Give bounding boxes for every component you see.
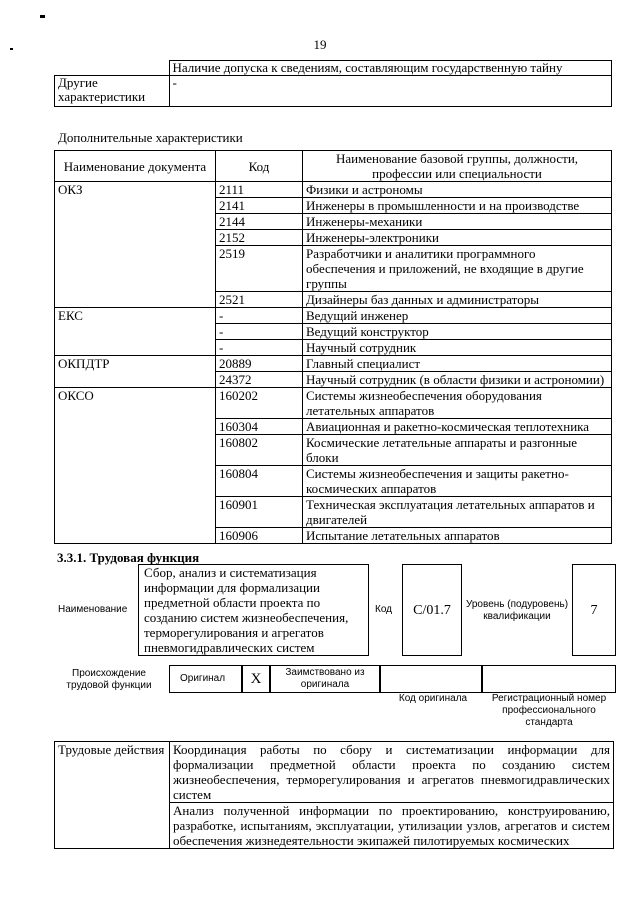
name-cell: Научный сотрудник (303, 340, 612, 356)
origin-label: Происхождение трудовой функции (66, 668, 152, 691)
original-box (169, 665, 243, 693)
name-label: Наименование (58, 604, 128, 615)
name-cell: Дизайнеры баз данных и администраторы (303, 292, 612, 308)
code-cell: - (216, 340, 303, 356)
name-cell: Ведущий инженер (303, 308, 612, 324)
labour-actions-table (54, 741, 614, 849)
reg-number-label: Регистрационный номер профессионального стандарта (491, 693, 607, 728)
function-code-box (402, 564, 462, 656)
code-cell: 2144 (216, 214, 303, 230)
original-label: Оригинал (180, 673, 226, 684)
level-box (572, 564, 616, 656)
doc-cell: ЕКС (55, 308, 216, 356)
table-row (55, 356, 612, 372)
code-cell: 2111 (216, 182, 303, 198)
code-cell: 2521 (216, 292, 303, 308)
name-cell: Техническая эксплуатация летательных аппаратов и двигателей (303, 497, 612, 528)
level-value: 7 (590, 602, 598, 618)
other-characteristics-value: - (169, 76, 612, 107)
name-cell: Космические летательные аппараты и разгонные блоки (303, 435, 612, 466)
header-document: Наименование документа (55, 151, 216, 182)
additional-characteristics-title: Дополнительные характеристики (58, 130, 243, 145)
table-row (55, 308, 612, 324)
code-cell: 24372 (216, 372, 303, 388)
borrowed-label: Заимствовано из оригинала (285, 667, 365, 690)
doc-cell: ОКСО (55, 388, 216, 544)
name-cell: Ведущий конструктор (303, 324, 612, 340)
origin-code-label: Код оригинала (398, 693, 468, 704)
action-item: Координация работы по сбору и систематизации информации для формализации предметной области проекта по созданию систем жизнеобеспечения, терморегулирования и агрегатов пневмогидравлических систем (170, 742, 614, 803)
code-cell: 160901 (216, 497, 303, 528)
original-mark: X (250, 670, 262, 687)
code-cell: 2152 (216, 230, 303, 246)
name-cell: Инженеры-электроники (303, 230, 612, 246)
code-cell: 160906 (216, 528, 303, 544)
page-number: 19 (313, 37, 327, 52)
labour-actions-label: Трудовые действия (55, 742, 170, 849)
header-group-name: Наименование базовой группы, должности, профессии или специальности (303, 151, 612, 182)
code-cell: 160304 (216, 419, 303, 435)
name-cell: Авиационная и ракетно-космическая теплотехника (303, 419, 612, 435)
table-row (55, 182, 612, 198)
code-cell: 20889 (216, 356, 303, 372)
table-row (55, 388, 612, 419)
code-cell: 160804 (216, 466, 303, 497)
origin-code-box (379, 665, 483, 693)
name-cell: Инженеры-механики (303, 214, 612, 230)
security-clearance-cell: Наличие допуска к сведениям, составляющим государственную тайну (169, 61, 612, 76)
other-characteristics-label: Другие характеристики (55, 76, 170, 107)
doc-cell: ОКПДТР (55, 356, 216, 388)
characteristics-table (54, 150, 612, 544)
borrowed-box (269, 665, 381, 693)
name-cell: Системы жизнеобеспечения и защиты ракетно-космических аппаратов (303, 466, 612, 497)
name-cell: Главный специалист (303, 356, 612, 372)
name-cell: Физики и астрономы (303, 182, 612, 198)
function-code-value: С/01.7 (413, 602, 451, 618)
code-cell: 2519 (216, 246, 303, 292)
original-mark-box (241, 665, 271, 693)
scan-mark (40, 15, 45, 18)
code-label: Код (375, 604, 393, 615)
code-cell: 160802 (216, 435, 303, 466)
name-cell: Разработчики и аналитики программного обеспечения и приложений, не входящие в другие группы (303, 246, 612, 292)
code-cell: - (216, 308, 303, 324)
table-row (55, 742, 614, 803)
function-name-box: Сбор, анализ и систематизация информации для формализации предметной области проекта по созданию систем жизнеобеспечения, терморегулирования и агрегатов пневмогидравлических систем (138, 564, 369, 656)
action-item: Анализ полученной информации по проектированию, конструированию, разработке, испытаниям, эксплуатации, утилизации узлов, агрегатов и систем обеспечения жизнедеятельности экипажей пилотируемых космических (170, 803, 614, 849)
code-cell: 2141 (216, 198, 303, 214)
section-title: 3.3.1. Трудовая функция (57, 550, 200, 565)
top-table (54, 60, 612, 107)
reg-number-box (481, 665, 616, 693)
code-cell: 160202 (216, 388, 303, 419)
code-cell: - (216, 324, 303, 340)
header-code: Код (216, 151, 303, 182)
doc-cell: ОКЗ (55, 182, 216, 308)
level-label: Уровень (подуровень) квалификации (465, 599, 569, 622)
name-cell: Инженеры в промышленности и на производстве (303, 198, 612, 214)
name-cell: Системы жизнеобеспечения оборудования летательных аппаратов (303, 388, 612, 419)
name-cell: Испытание летательных аппаратов (303, 528, 612, 544)
table-header-row (55, 151, 612, 182)
name-cell: Научный сотрудник (в области физики и астрономии) (303, 372, 612, 388)
